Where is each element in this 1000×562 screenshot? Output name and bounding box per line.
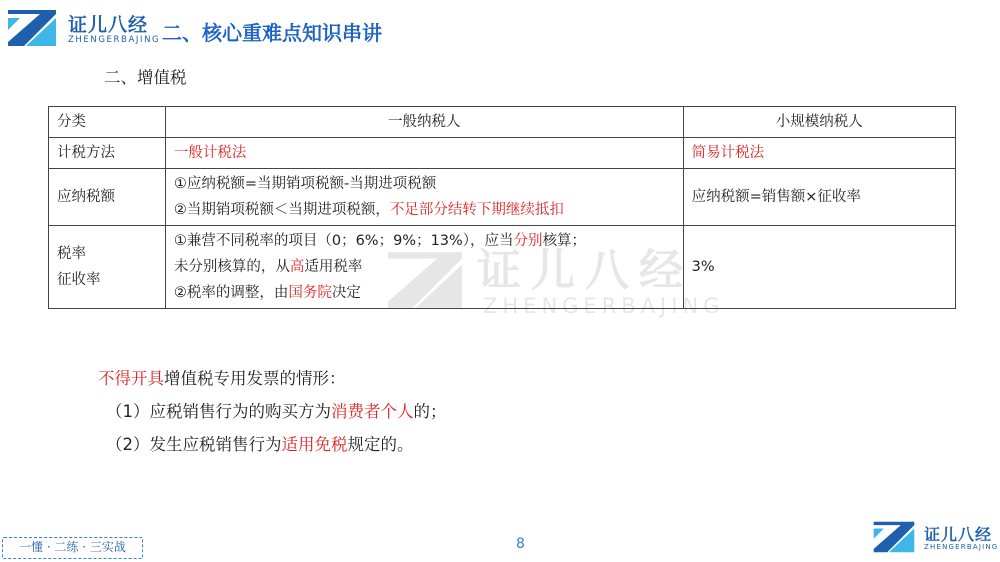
header-small-taxpayer: 小规模纳税人 [683,107,955,138]
general-rate-line2 [174,254,675,280]
table-header-row [49,107,956,138]
general-rate-line1 [174,228,675,254]
header-general-taxpayer: 一般纳税人 [165,107,683,138]
notes-block [98,362,447,461]
notes-line3 [98,428,447,461]
watermark-name-cn: 证儿八经 [477,245,693,296]
section-title: 二、增值税 [104,68,187,87]
row-label-tax-payable: 应纳税额 [49,169,166,226]
rate-line1-highlight: 分别 [513,233,543,249]
brand-logo [6,8,161,48]
page-number: 8 [516,536,525,552]
general-rate [165,226,683,309]
general-rate-line3 [174,280,675,306]
brand-name-en: ZHENGERBAJING [68,35,161,45]
row-label-rate [49,226,166,309]
rate-line2-prefix: 未分别核算的，从 [173,259,290,275]
notes-line1-rest: 增值税专用发票的情形： [164,369,346,388]
rate-line1-suffix: 核算； [542,233,587,249]
general-method: 一般计税法 [165,138,683,169]
footer-brand-name-en: ZHENGERBAJING [924,543,999,551]
table-row-method [49,138,956,169]
rate-line2-highlight: 高 [289,259,305,275]
small-rate: 3% [683,226,955,309]
table-row-rate [49,226,956,309]
general-tax-payable [165,169,683,226]
rate-line3-prefix: ②税率的调整，由 [173,285,289,301]
footer-tagline: 一懂 · 二练 · 三实战 [2,537,143,559]
notes-line3-suffix: 规定的。 [347,435,414,454]
small-method: 简易计税法 [683,138,955,169]
rate-line1-prefix: ①兼营不同税率的项目（0；6%；9%；13%），应当 [173,233,514,249]
rate-label-line1: 税率 [57,246,86,262]
notes-line2 [98,395,447,428]
brand-name-cn: 证儿八经 [68,14,149,36]
notes-line2-suffix: 的； [413,402,447,421]
line2-highlight: 不足部分结转下期继续抵扣 [389,202,564,218]
table-row-tax-payable [49,169,956,226]
row-label-method: 计税方法 [49,138,166,169]
notes-line2-prefix: （1）应税销售行为的购买方为 [106,402,331,421]
notes-line1-highlight: 不得开具 [98,369,164,388]
footer-brand-name-cn: 证儿八经 [924,525,993,544]
rate-line2-suffix: 适用税率 [304,259,363,275]
general-tax-payable-line1: ①应纳税额=当期销项税额-当期进项税额 [173,176,437,192]
notes-line3-prefix: （2）发生应税销售行为 [106,435,282,454]
footer-brand-logo [872,520,999,556]
footer-brand-mark-icon [872,520,916,554]
vat-comparison-table [48,106,956,309]
rate-label-line2: 征收率 [57,272,101,288]
notes-line1 [98,362,447,395]
watermark-name-en: ZHENGERBAJING [483,294,725,318]
page-header-title: 二、核心重难点知识串讲 [162,21,382,45]
rate-line3-suffix: 决定 [331,285,361,301]
notes-line2-highlight: 消费者个人 [331,402,414,421]
rate-line3-highlight: 国务院 [288,285,332,301]
header-category: 分类 [49,107,166,138]
notes-line3-highlight: 适用免税 [281,435,348,454]
brand-mark-icon [6,8,58,48]
line2-prefix: ②当期销项税额＜当期进项税额， [173,202,390,218]
general-tax-payable-line2 [174,197,675,223]
small-tax-payable: 应纳税额=销售额×征收率 [683,169,955,226]
